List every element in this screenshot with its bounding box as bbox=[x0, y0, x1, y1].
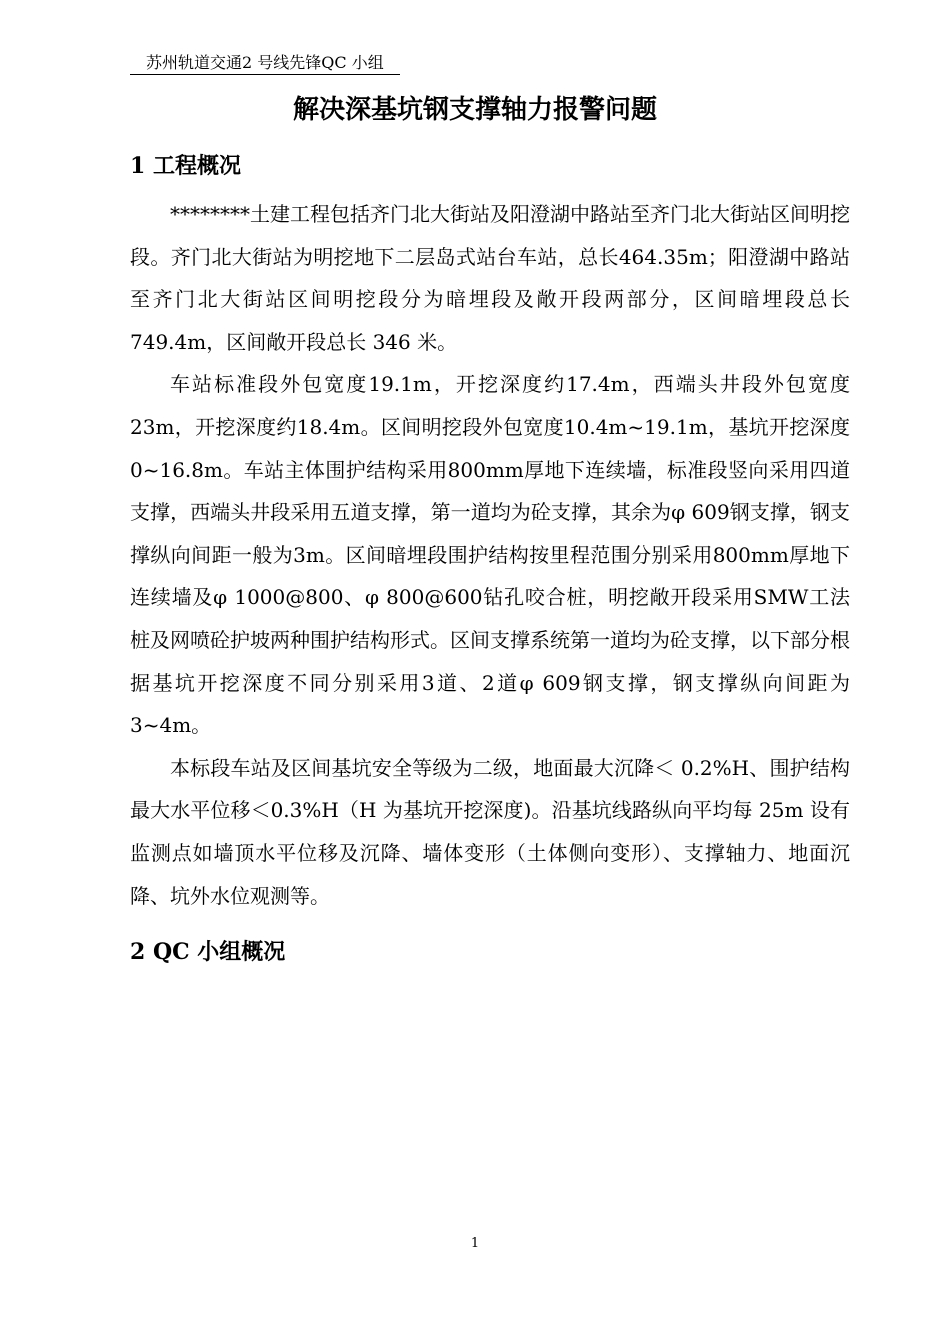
paragraph: 车站标准段外包宽度19.1m，开挖深度约17.4m，西端头井段外包宽度23m，开挖深度约18.4m。区间明挖段外包宽度10.4m~19.1m，基坑开挖深度0~16.8m。车站主体围护结构采用800mm厚地下连续墙，标准段竖向采用四道支撑，西端头井段采用五道支撑，第一道均为砼支撑，其余为φ 609钢支撑，钢支撑纵向间距一般为3m。区间暗埋段围护结构按里程范围分别采用800mm厚地下连续墙及φ 1000@800、φ 800@600钻孔咬合桩，明挖敞开段采用SMW工法桩及网喷砼护坡两种围护结构形式。区间支撑系统第一道均为砼支撑，以下部分根据基坑开挖深度不同分别采用3道、2道φ 609钢支撑，钢支撑纵向间距为3~4m。 bbox=[130, 372, 850, 738]
document-title: 解决深基坑钢支撑轴力报警问题 bbox=[292, 95, 657, 125]
section-heading-qc-group: 2 QC 小组概况 bbox=[130, 939, 286, 965]
page-number: 1 bbox=[470, 1236, 480, 1251]
section-body-project-overview bbox=[130, 193, 850, 917]
paragraph: ********土建工程包括齐门北大街站及阳澄湖中路站至齐门北大街站区间明挖段。齐门北大街站为明挖地下二层岛式站台车站，总长464.35m；阳澄湖中路站至齐门北大街站区间明挖段分为暗埋段及敞开段两部分，区间暗埋段总长 749.4m，区间敞开段总长 346 米。 bbox=[130, 202, 850, 354]
running-header: 苏州轨道交通2 号线先锋QC 小组 bbox=[130, 52, 400, 75]
paragraph: 本标段车站及区间基坑安全等级为二级，地面最大沉降＜ 0.2%H、围护结构最大水平位移＜0.3%H（H 为基坑开挖深度)。沿基坑线路纵向平均每 25m 设有监测点如墙顶水平位移及沉降、墙体变形（土体侧向变形）、支撑轴力、地面沉降、坑外水位观测等。 bbox=[130, 755, 850, 908]
section-heading-project-overview: 1 工程概况 bbox=[130, 153, 241, 179]
